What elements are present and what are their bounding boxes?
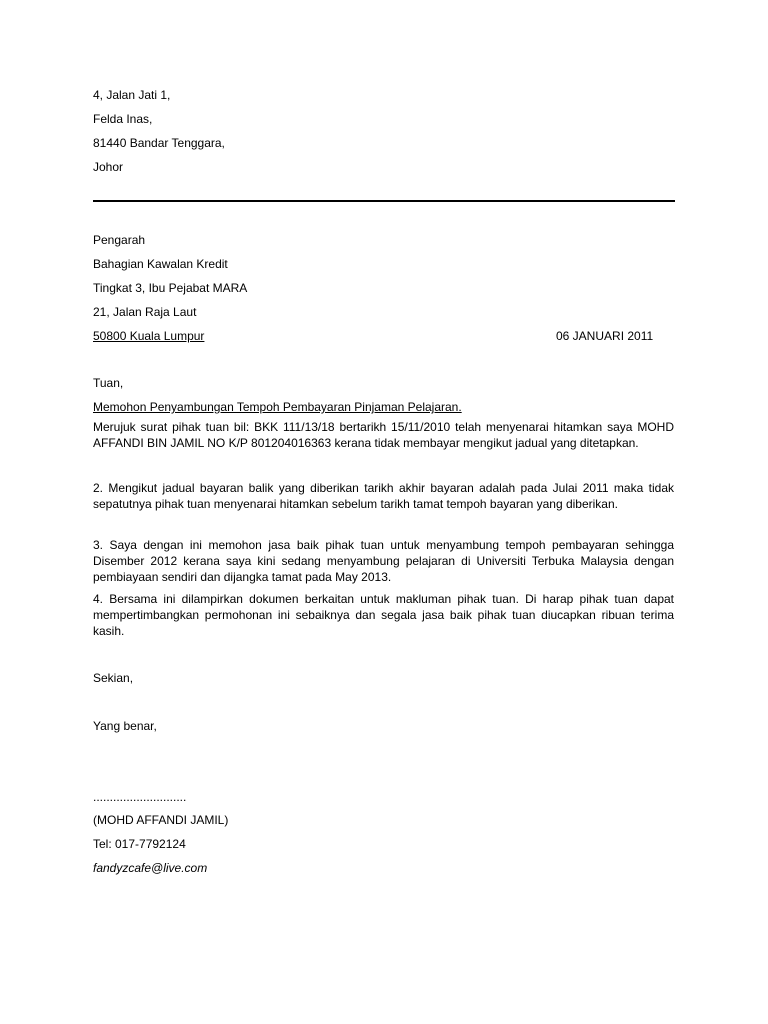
body-paragraph-4: 4. Bersama ini dilampirkan dokumen berkaitan untuk makluman pihak tuan. Di harap pihak tuan dapat mempertimbangkan permohonan ini sebaiknya dan segala jasa baik pihak tuan diucapkan ribuan terima kasih. bbox=[93, 592, 674, 638]
subject-line: Memohon Penyambungan Tempoh Pembayaran Pinjaman Pelajaran. bbox=[93, 400, 462, 414]
signature-line: ............................ bbox=[93, 790, 187, 804]
recipient-title: Pengarah bbox=[93, 233, 146, 247]
header-divider bbox=[93, 200, 675, 202]
recipient-department: Bahagian Kawalan Kredit bbox=[93, 257, 228, 271]
signatory-name: (MOHD AFFANDI JAMIL) bbox=[93, 813, 229, 827]
sender-address-line4: Johor bbox=[93, 160, 124, 174]
sender-address-line1: 4, Jalan Jati 1, bbox=[93, 88, 171, 102]
recipient-street: 21, Jalan Raja Laut bbox=[93, 305, 197, 319]
closing-yang-benar: Yang benar, bbox=[93, 719, 157, 733]
signatory-email: fandyzcafe@live.com bbox=[93, 861, 208, 875]
closing-sekian: Sekian, bbox=[93, 671, 134, 685]
salutation: Tuan, bbox=[93, 376, 124, 390]
body-paragraph-3: 3. Saya dengan ini memohon jasa baik pihak tuan untuk menyambung tempoh pembayaran sehingga Disember 2012 kerana saya kini sedang menyambung pelajaran di Universiti Terbuka Malaysia dengan pembiayaan sendiri dan dijangka tamat pada May 2013. bbox=[93, 538, 674, 584]
body-paragraph-1: Merujuk surat pihak tuan bil: BKK 111/13/18 bertarikh 15/11/2010 telah menyenarai hitamkan saya MOHD AFFANDI BIN JAMIL NO K/P 801204016363 kerana tidak membayar mengikut jadual yang ditetapkan. bbox=[93, 420, 674, 450]
recipient-floor: Tingkat 3, Ibu Pejabat MARA bbox=[93, 281, 248, 295]
recipient-city: 50800 Kuala Lumpur bbox=[93, 329, 205, 343]
letter-date: 06 JANUARI 2011 bbox=[556, 329, 654, 343]
sender-address-line3: 81440 Bandar Tenggara, bbox=[93, 136, 225, 150]
sender-address-line2: Felda Inas, bbox=[93, 112, 153, 126]
body-paragraph-2: 2. Mengikut jadual bayaran balik yang diberikan tarikh akhir bayaran adalah pada Julai 2011 maka tidak sepatutnya pihak tuan menyenarai hitamkan sebelum tarikh tamat tempoh bayaran yang diberikan. bbox=[93, 481, 674, 511]
signatory-phone: Tel: 017-7792124 bbox=[93, 837, 186, 851]
